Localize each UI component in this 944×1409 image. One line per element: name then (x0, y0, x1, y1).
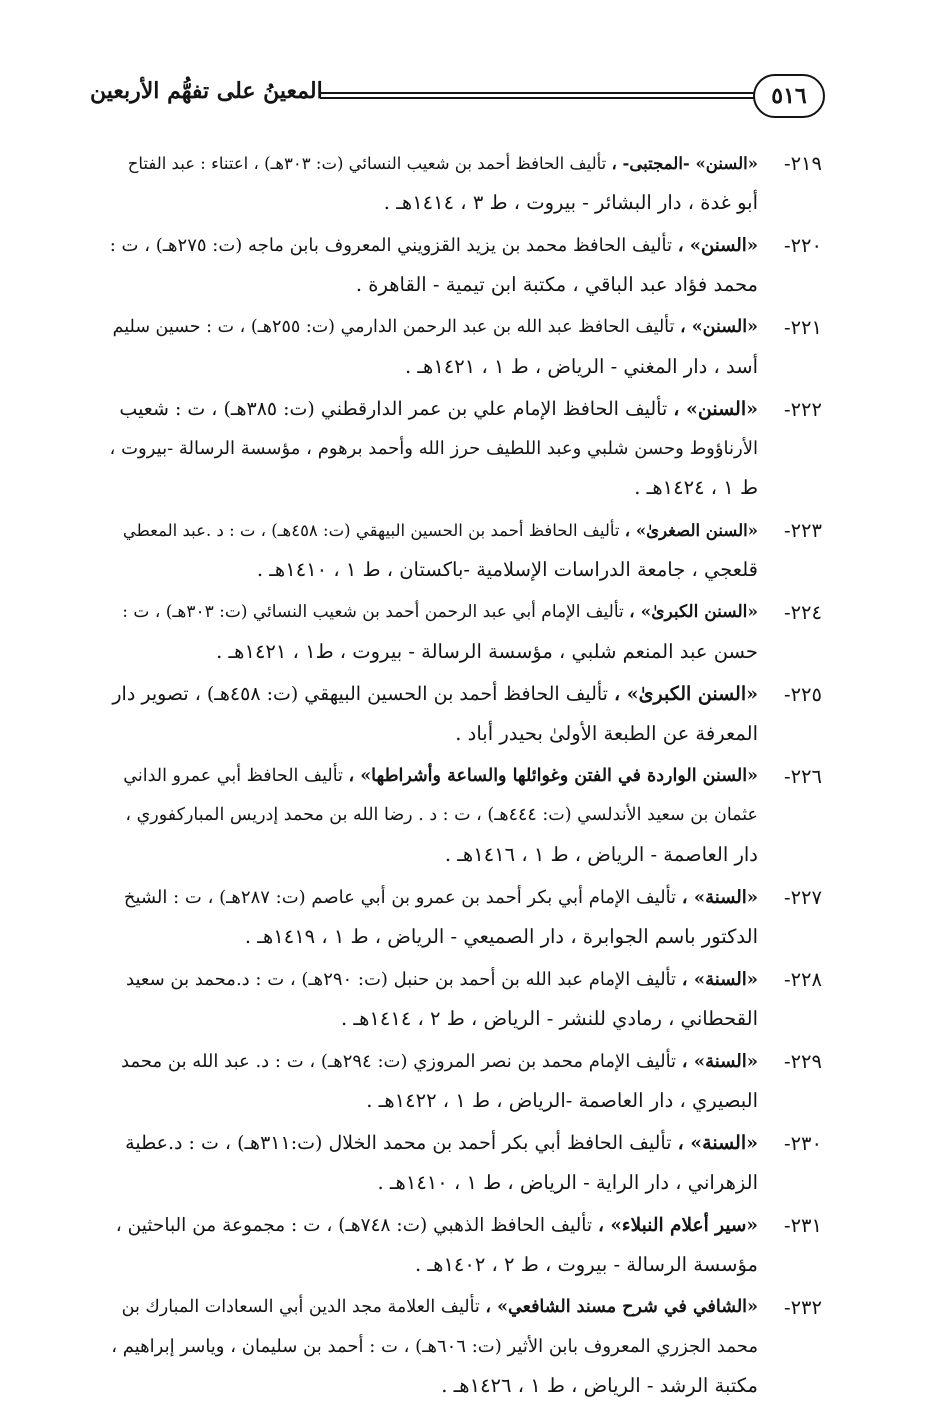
entry-line (110, 796, 758, 835)
bibliography-entry (110, 878, 822, 956)
entry-line (110, 511, 758, 550)
entry-text: مؤسسة الرسالة - بيروت ، ط ٢ ، ١٤٠٢هـ . (415, 1253, 758, 1276)
entry-text: أبو غدة ، دار البشائر - بيروت ، ط ٣ ، ١٤١٤هـ . (383, 191, 758, 214)
bibliography-entry (110, 675, 822, 753)
entry-number: ٢٢٣- (783, 519, 822, 542)
entry-line (110, 1206, 758, 1245)
entry-number: ٢٢٨- (783, 968, 822, 991)
bibliography-entry (110, 144, 822, 222)
entry-line (110, 1327, 758, 1366)
entry-text: حسن عبد المنعم شلبي ، مؤسسة الرسالة - بيروت ، ط١ ، ١٤٢١هـ . (216, 640, 758, 663)
bibliography-entry (110, 593, 822, 671)
entry-line (110, 1124, 758, 1163)
entry-title: «سير أعلام النبلاء» ، (597, 1215, 758, 1236)
page-number: ٥١٦ (753, 74, 825, 118)
entry-line (110, 714, 758, 753)
entry-line (110, 632, 758, 671)
entry-line (110, 1042, 758, 1081)
entry-number: ٢٢٧- (783, 886, 822, 909)
entry-text: ط ١ ، ١٤٢٤هـ . (634, 476, 758, 499)
bibliography-entry (110, 511, 822, 589)
entry-line (110, 917, 758, 956)
entry-number: ٢١٩- (783, 152, 822, 175)
entry-title: «السنن الكبرىٰ» ، (629, 602, 758, 622)
entry-text: الزهراني ، دار الراية - الرياض ، ط ١ ، ١٤١٠هـ . (377, 1171, 758, 1194)
entry-line (110, 999, 758, 1038)
entry-text: عثمان بن سعيد الأندلسي (ت: ٤٤٤هـ) ، ت : د . رضا الله بن محمد إدريس المباركفوري ، (125, 805, 758, 825)
entry-line (110, 468, 758, 507)
entry-text: مكتبة الرشد - الرياض ، ط ١ ، ١٤٢٦هـ . (441, 1374, 758, 1397)
entry-line (110, 308, 758, 347)
entry-text: تأليف الحافظ أبي بكر أحمد بن محمد الخلال (ت:٣١١هـ) ، ت : د.عطية (125, 1132, 672, 1154)
entry-line (110, 390, 758, 429)
entry-title: «السنة» ، (677, 1132, 758, 1154)
entry-text: تأليف الإمام أبي بكر أحمد بن عمرو بن أبي عاصم (ت: ٢٨٧هـ) ، ت : الشيخ (123, 887, 677, 908)
entry-line (110, 757, 758, 796)
entry-text: المعرفة عن الطبعة الأولىٰ بحيدر أباد . (455, 722, 758, 745)
entry-line (110, 347, 758, 386)
entry-line (110, 1081, 758, 1120)
entry-text: تأليف الإمام أبي عبد الرحمن أحمد بن شعيب النسائي (ت: ٣٠٣هـ) ، ت : (122, 602, 624, 622)
entry-text: البصيري ، دار العاصمة -الرياض ، ط ١ ، ١٤٢٢هـ . (366, 1089, 758, 1112)
entry-line (110, 429, 758, 468)
entry-number: ٢٢٩- (783, 1050, 822, 1073)
entry-text: تأليف العلامة مجد الدين أبي السعادات المبارك بن (121, 1297, 480, 1317)
book-title: المعينُ على تفهُّم الأربعين (90, 78, 323, 104)
entry-text: تأليف الحافظ أحمد بن الحسين البيهقي (ت: ٤٥٨هـ) ، تصوير دار (112, 683, 608, 705)
entry-line (110, 183, 758, 222)
entry-line (110, 1288, 758, 1327)
entry-text: قلعجي ، جامعة الدراسات الإسلامية -باكستان ، ط ١ ، ١٤١٠هـ . (256, 558, 758, 581)
entry-title: «الشافي في شرح مسند الشافعي» ، (485, 1297, 758, 1317)
entry-number: ٢٢١- (783, 316, 822, 339)
entry-number: ٢٢٠- (783, 234, 822, 257)
entry-number: ٢٢٢- (783, 398, 822, 421)
entry-number: ٢٣١- (783, 1214, 822, 1237)
entry-line (110, 1366, 758, 1405)
entry-text: الدكتور باسم الجوابرة ، دار الصميعي - الرياض ، ط ١ ، ١٤١٩هـ . (244, 925, 758, 948)
entry-text: تأليف الحافظ الإمام علي بن عمر الدارقطني (ت: ٣٨٥هـ) ، ت : شعيب (119, 398, 668, 420)
entry-text: تأليف الحافظ أحمد بن الحسين البيهقي (ت: ٤٥٨هـ) ، ت : د .عبد المعطي (122, 521, 620, 540)
entry-line (110, 960, 758, 999)
entry-number: ٢٣٢- (783, 1296, 822, 1319)
entry-text: أسد ، دار المغني - الرياض ، ط ١ ، ١٤٢١هـ . (404, 355, 758, 378)
entry-line (110, 593, 758, 632)
entry-line (110, 1163, 758, 1202)
bibliography-entry (110, 1124, 822, 1202)
bibliography-entry (110, 757, 822, 874)
entry-title: «السنن» ، (677, 235, 758, 256)
entry-text: محمد فؤاد عبد الباقي ، مكتبة ابن تيمية - القاهرة . (355, 273, 758, 296)
entry-text: تأليف الحافظ أحمد بن شعيب النسائي (ت: ٣٠٣هـ) ، اعتناء : عبد الفتاح (127, 154, 607, 173)
entry-title: «السنة» ، (681, 969, 758, 990)
entry-line (110, 835, 758, 874)
bibliography-list (110, 144, 822, 1409)
entry-line (110, 144, 758, 183)
entry-line (110, 878, 758, 917)
bibliography-entry (110, 1042, 822, 1120)
bibliography-entry (110, 226, 822, 304)
entry-title: «السنن» -المجتبى- ، (611, 154, 758, 173)
entry-title: «السنن الصغرىٰ» ، (624, 521, 758, 540)
entry-line (110, 675, 758, 714)
entry-title: «السنن» ، (673, 398, 758, 420)
entry-title: «السنة» ، (681, 1051, 758, 1072)
page-header (80, 70, 825, 126)
entry-title: «السنن» ، (679, 317, 758, 337)
entry-text: تأليف الإمام محمد بن نصر المروزي (ت: ٢٩٤هـ) ، ت : د. عبد الله بن محمد (121, 1051, 677, 1072)
bibliography-entry (110, 960, 822, 1038)
entry-text: القحطاني ، رمادي للنشر - الرياض ، ط ٢ ، ١٤١٤هـ . (341, 1007, 758, 1030)
entry-text: محمد الجزري المعروف بابن الأثير (ت: ٦٠٦هـ) ، ت : أحمد بن سليمان ، وياسر إبراهيم ، (111, 1336, 758, 1357)
entry-text: تأليف الإمام عبد الله بن أحمد بن حنبل (ت: ٢٩٠هـ) ، ت : د.محمد بن سعيد (126, 969, 677, 990)
entry-line (110, 226, 758, 265)
bibliography-entry (110, 1288, 822, 1405)
entry-text: تأليف الحافظ عبد الله بن عبد الرحمن الدارمي (ت: ٢٥٥هـ) ، ت : حسين سليم (112, 317, 675, 337)
entry-text: تأليف الحافظ محمد بن يزيد القزويني المعروف بابن ماجه (ت: ٢٧٥هـ) ، ت : (109, 235, 672, 256)
entry-title: «السنة» ، (681, 887, 758, 908)
entry-text: دار العاصمة - الرياض ، ط ١ ، ١٤١٦هـ . (444, 843, 758, 866)
entry-text: تأليف الحافظ الذهبي (ت: ٧٤٨هـ) ، ت : مجموعة من الباحثين ، (115, 1215, 593, 1236)
entry-line (110, 265, 758, 304)
entry-title: «السنن الكبرىٰ» ، (614, 683, 758, 705)
header-rule (320, 92, 755, 99)
entry-number: ٢٢٦- (783, 765, 822, 788)
entry-number: ٢٢٥- (783, 683, 822, 706)
bibliography-entry (110, 390, 822, 507)
bibliography-entry (110, 1206, 822, 1284)
entry-text: تأليف الحافظ أبي عمرو الداني (123, 766, 343, 786)
entry-number: ٢٣٠- (783, 1132, 822, 1155)
entry-number: ٢٢٤- (783, 601, 822, 624)
entry-text: الأرناؤوط وحسن شلبي وعبد اللطيف حرز الله وأحمد برهوم ، مؤسسة الرسالة -بيروت ، (109, 438, 758, 459)
entry-title: «السنن الواردة في الفتن وغوائلها والساعة وأشراطها» ، (348, 766, 758, 786)
entry-line (110, 1245, 758, 1284)
entry-line (110, 550, 758, 589)
bibliography-entry (110, 308, 822, 386)
